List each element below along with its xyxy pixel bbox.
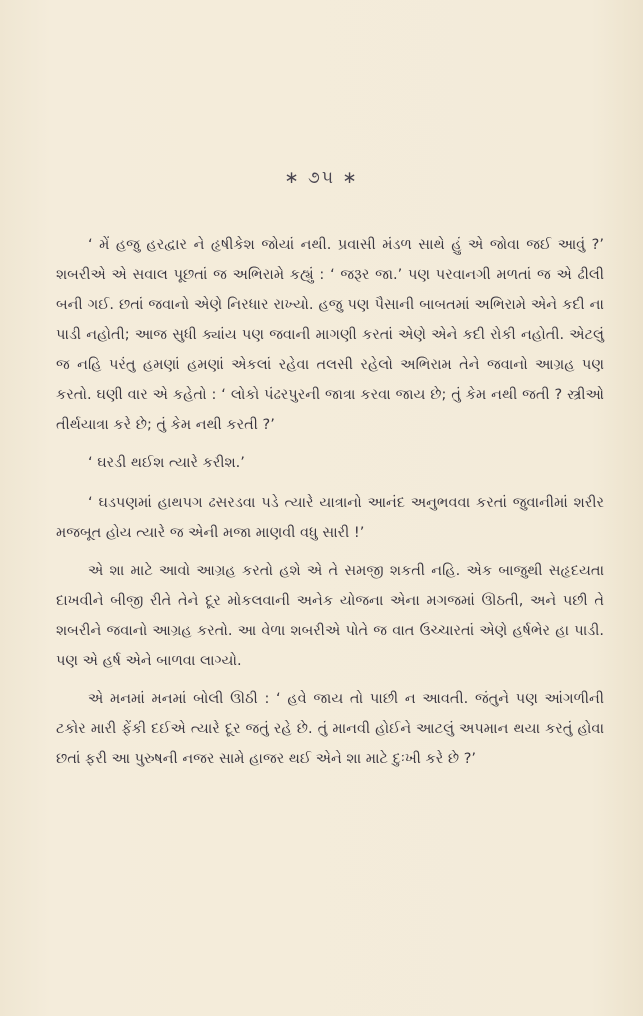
paragraph: એ શા માટે આવો આગ્રહ કરતો હશે એ તે સમજી શકતી નહિ. એક બાજુથી સહૃદયતા દાખવીને બીજી રીતે તેને દૂર મોકલવાની અનેક યોજના એના મગજમાં ઊઠતી, અને પછી તે શબરીને જવાનો આગ્રહ કરતો. આ વેળા શબરીએ પોતે જ વાત ઉચ્ચારતાં એણે હર્ષભેર હા પાડી. પણ એ હર્ષ એને બાળવા લાગ્યો. [56, 563, 604, 669]
paragraph: ‘ ઘરડી થઈશ ત્યારે કરીશ.’ [88, 455, 245, 471]
page-number: ∗ ૭૫ ∗ [284, 168, 359, 188]
paragraph: ‘ ઘડપણમાં હાથપગ ઢસરડવા પડે ત્યારે યાત્રાનો આનંદ અનુભવવા કરતાં જુવાનીમાં શરીર મજબૂત હોય ત્યારે જ એની મજા માણવી વધુ સારી !’ [56, 495, 604, 541]
paragraph: એ મનમાં મનમાં બોલી ઊઠી : ‘ હવે જાય તો પાછી ન આવતી. જંતુને પણ આંગળીની ટકોર મારી ફેંકી દઈએ ત્યારે દૂર જતું રહે છે. તું માનવી હોઈને આટલું અપમાન થયા કરતું હોવા છતાં ફરી આ પુરુષની નજર સામે હાજર થઈ એને શા માટે દુઃખી કરે છે ?’ [56, 691, 604, 767]
body-text [56, 230, 604, 782]
paragraph: ‘ મેં હજુ હરદ્વાર ને હૃષીકેશ જોયાં નથી. પ્રવાસી મંડળ સાથે હું એ જોવા જઈ આવું ?’ શબરીએ એ સવાલ પૂછતાં જ અભિરામે કહ્યું : ‘ જરૂર જા.’ પણ પરવાનગી મળતાં જ એ ઢીલી બની ગઈ. છતાં જવાનો એણે નિરધાર રાખ્યો. હજુ પણ પૈસાની બાબતમાં અભિરામે એને કદી ના પાડી નહોતી; આજ સુધી ક્યાંય પણ જવાની માગણી કરતાં એણે એને કદી રોકી નહોતી. એટલું જ નહિ પરંતુ હમણાં હમણાં એકલાં રહેવા તલસી રહેલો અભિરામ તેને જવાનો આગ્રહ પણ કરતો. ઘણી વાર એ કહેતો : ‘ લોકો પંઢરપુરની જાત્રા કરવા જાય છે; તું કેમ નથી જતી ? સ્ત્રીઓ તીર્થયાત્રા કરે છે; તું કેમ નથી કરતી ?’ [56, 237, 604, 433]
